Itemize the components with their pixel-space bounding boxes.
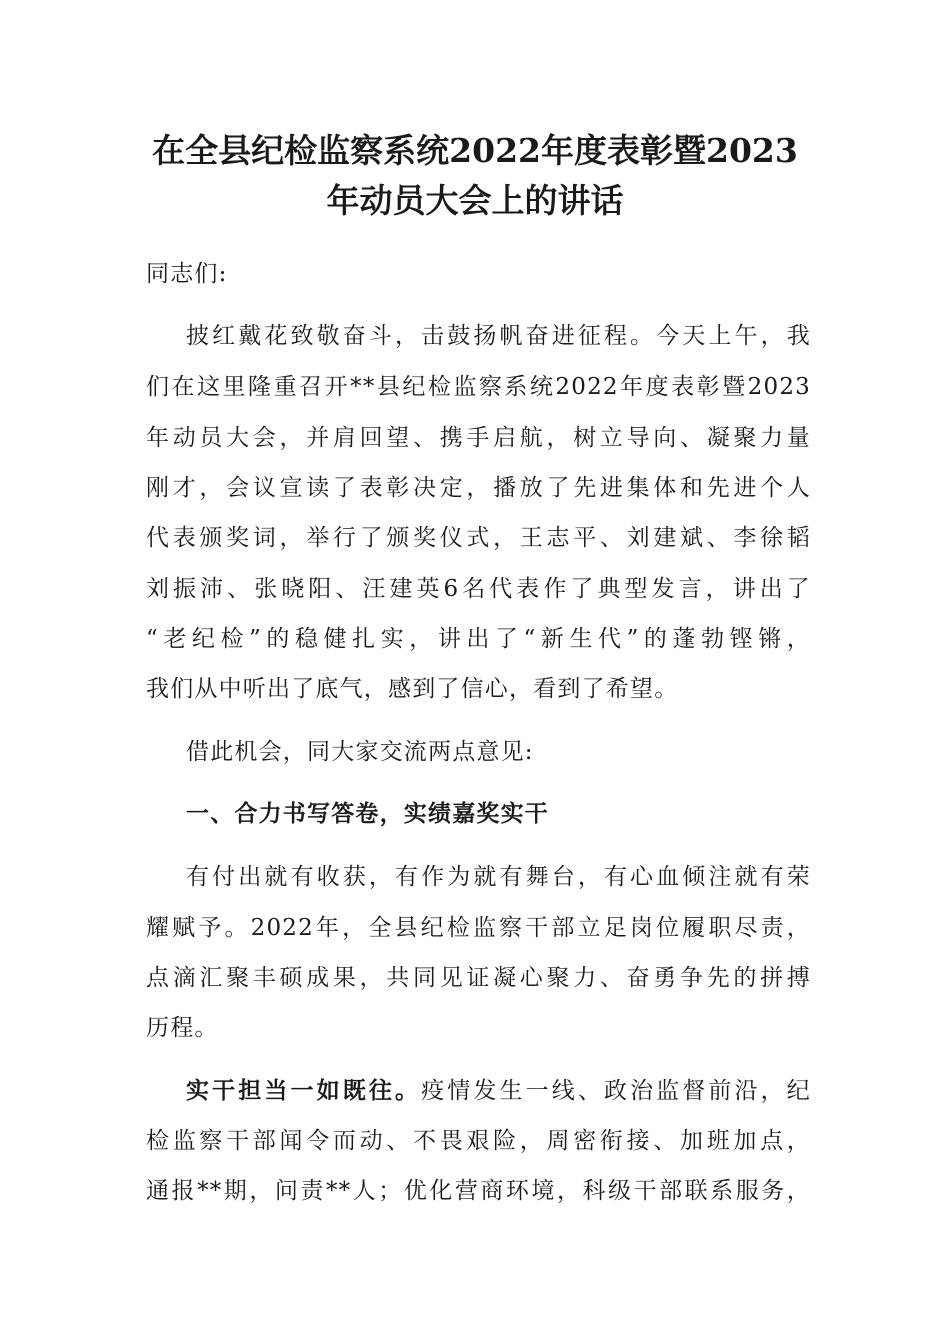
paragraph-4-line-1 <box>186 1074 811 1108</box>
paragraph-2: 借此机会，同大家交流两点意见: <box>186 739 534 765</box>
paragraph-1-line-3: 年动员大会，并肩回望、携手启航，树立导向、凝聚力量 <box>146 425 811 451</box>
paragraph-4-line-2: 检监察干部闻令而动、不畏艰险，周密衔接、加班加点， <box>146 1128 811 1154</box>
paragraph-3-line-4: 历程。 <box>146 1015 219 1041</box>
paragraph-1-line-8: 我们从中听出了底气，感到了信心，看到了希望。 <box>146 676 679 702</box>
paragraph-3-line-1: 有付出就有收获，有作为就有舞台，有心血倾注就有荣 <box>186 864 811 890</box>
paragraph-3-line-3: 点滴汇聚丰硕成果，共同见证凝心聚力、奋勇争先的拼搏 <box>146 965 811 991</box>
paragraph-4-line-1-rest: 疫情发生一线、政治监督前沿，纪 <box>421 1078 811 1104</box>
paragraph-1-line-6: 刘振沛、张晓阳、汪建英6名代表作了典型发言，讲出了 <box>146 576 811 602</box>
document-title-line-2: 年动员大会上的讲话 <box>326 181 624 220</box>
salutation: 同志们: <box>146 261 228 287</box>
paragraph-1-line-1: 披红戴花致敬奋斗，击鼓扬帆奋进征程。今天上午，我 <box>186 323 811 349</box>
paragraph-1-line-4: 刚才，会议宣读了表彰决定，播放了先进集体和先进个人 <box>146 475 811 501</box>
paragraph-3-line-2: 耀赋予。2022年，全县纪检监察干部立足岗位履职尽责， <box>146 915 811 941</box>
paragraph-1-line-2: 们在这里隆重召开**县纪检监察系统2022年度表彰暨2023 <box>146 374 811 400</box>
paragraph-1-line-5: 代表颁奖词，举行了颁奖仪式，王志平、刘建斌、李徐韬 <box>146 525 811 551</box>
paragraph-4-line-3: 通报**期，问责**人；优化营商环境，科级干部联系服务， <box>146 1178 811 1204</box>
document-title-line-1: 在全县纪检监察系统2022年度表彰暨2023 <box>152 131 798 170</box>
section-heading-1: 一、合力书写答卷，实绩嘉奖实干 <box>186 800 549 827</box>
paragraph-4-lead: 实干担当一如既往。 <box>186 1077 422 1104</box>
paragraph-1-line-7: “老纪检”的稳健扎实，讲出了“新生代”的蓬勃铿锵， <box>146 626 811 652</box>
